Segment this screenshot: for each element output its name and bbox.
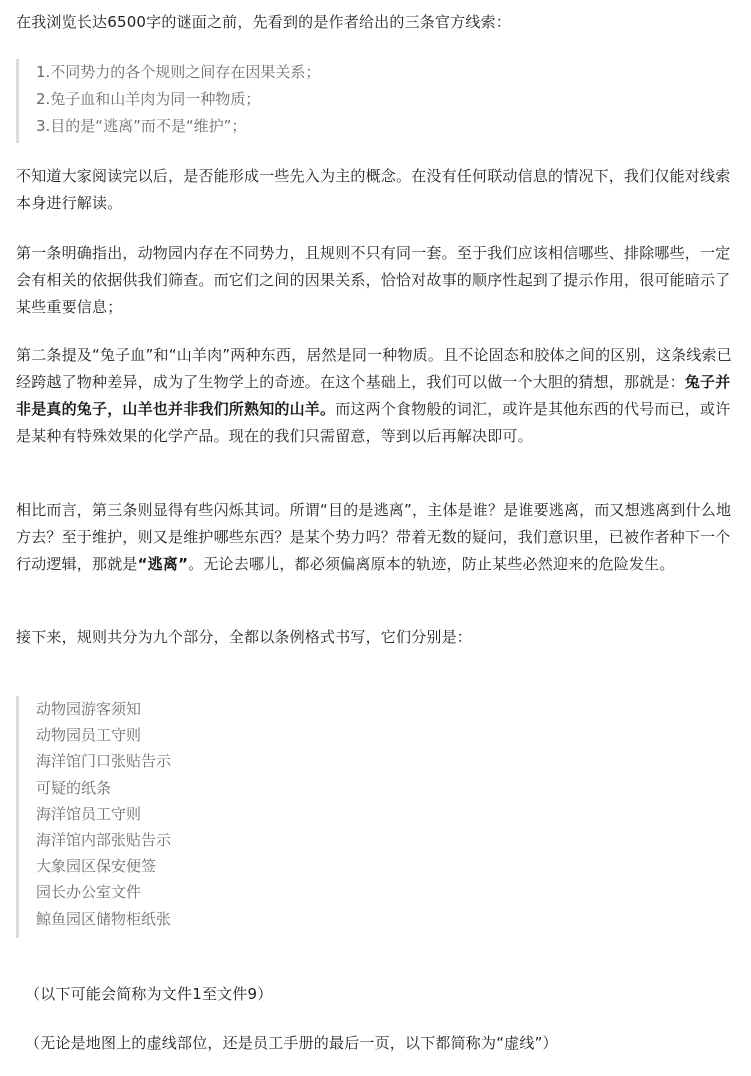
clue-3-bold-text: “逃离”: [137, 555, 189, 573]
document-item: 海洋馆门口张贴告示: [36, 752, 172, 771]
clue-2-text-before: 第二条提及“兔子血”和“山羊肉”两种东西，居然是同一种物质。且不论固态和胶体之间的区别，这条线索已经跨越了物种差异，成为了生物学上的奇迹。在这个基础上，我们可以做一个大胆的猜想，那就是：: [16, 346, 732, 391]
paragraph-interpretation: 不知道大家阅读完以后，是否能形成一些先入为主的概念。在没有任何联动信息的情况下，我们仅能对线索本身进行解读。: [16, 167, 731, 212]
intro-paragraph: 在我浏览长达6500字的谜面之前，先看到的是作者给出的三条官方线索：: [16, 13, 511, 31]
document-item: 海洋馆员工守则: [36, 804, 142, 823]
paragraph-clue-3: [16, 497, 732, 578]
document-item: 大象园区保安便签: [36, 857, 157, 876]
clue-1: 1.不同势力的各个规则之间存在因果关系；: [36, 63, 321, 81]
clue-2: 2.兔子血和山羊肉为同一种物质；: [36, 90, 261, 108]
note-dashed-line: （无论是地图上的虚线部位，还是员工手册的最后一页，以下都简称为“虚线”）: [25, 1034, 558, 1052]
document-item: 海洋馆内部张贴告示: [36, 831, 172, 850]
documents-blockquote: [16, 696, 436, 938]
document-item: 鲸鱼园区储物柜纸张: [36, 909, 172, 928]
document-item: 动物园游客须知: [36, 700, 142, 718]
document-item: 园长办公室文件: [36, 883, 142, 902]
document-item: 动物园员工守则: [36, 726, 142, 745]
paragraph-rules-intro: 接下来，规则共分为九个部分，全都以条例格式书写，它们分别是：: [16, 628, 473, 646]
note-abbreviation: （以下可能会简称为文件1至文件9）: [25, 985, 273, 1003]
clues-blockquote: [16, 59, 736, 143]
paragraph-clue-2: [16, 342, 732, 450]
clue-3-text-before: 相比而言，第三条则显得有些闪烁其词。所谓“目的是逃离”，主体是谁？是谁要逃离，而又想逃离到什么地方去？至于维护，则又是维护哪些东西？是某个势力吗？带着无数的疑问，我们意识里，已被作者种下一个行动逻辑，那就是: [16, 501, 732, 573]
paragraph-clue-1: 第一条明确指出，动物园内存在不同势力，且规则不只有同一套。至于我们应该相信哪些、排除哪些，一定会有相关的依据供我们筛查。而它们之间的因果关系，恰恰对故事的顺序性起到了提示作用，很可能暗示了某些重要信息；: [16, 244, 731, 316]
clue-3-text-after: 。无论去哪儿，都必须偏离原本的轨迹，防止某些必然迎来的危险发生。: [188, 555, 675, 573]
clue-2-bold-text: 兔子并非是真的兔子，山羊也并非我们所熟知的山羊。: [16, 373, 731, 418]
clue-2-text-after: 而这两个食物般的词汇，或许是其他东西的代号而已，或许是某种有特殊效果的化学产品。现在的我们只需留意，等到以后再解决即可。: [16, 400, 731, 445]
clue-3: 3.目的是“逃离”而不是“维护”；: [36, 117, 247, 135]
document-item: 可疑的纸条: [36, 778, 112, 797]
